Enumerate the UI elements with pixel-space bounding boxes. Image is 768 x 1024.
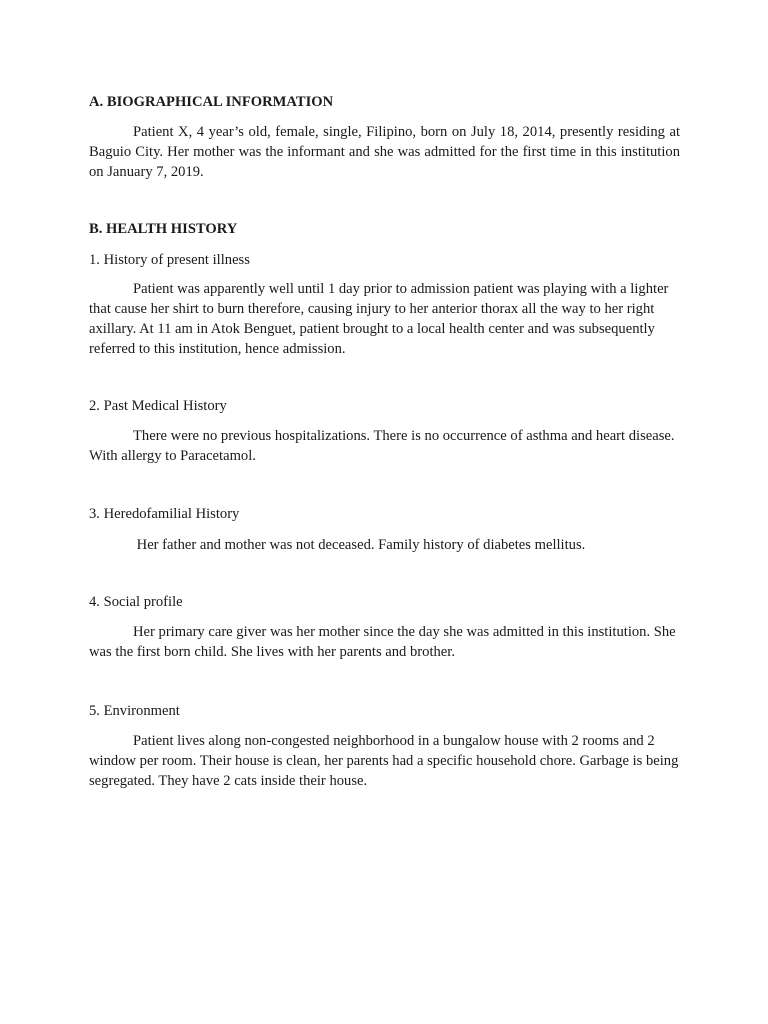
present-illness-paragraph: Patient was apparently well until 1 day prior to admission patient was playing with a lighter that cause her shirt to burn therefore, causing injury to her anterior thorax all the way to her right axillary. At 11 am in Atok Benguet, patient brought to a local health center and was subsequently referred to this institution, hence admission. bbox=[89, 281, 669, 357]
social-profile-paragraph: Her primary care giver was her mother since the day she was admitted in this institution. She was the first born child. She lives with her parents and brother. bbox=[89, 624, 676, 660]
section-a-heading: A. BIOGRAPHICAL INFORMATION bbox=[89, 94, 334, 110]
biographical-paragraph: Patient X, 4 year’s old, female, single, Filipino, born on July 18, 2014, presently residing at Baguio City. Her mother was the informant and she was admitted for the first time in this institution on January 7, 2019. bbox=[89, 124, 680, 180]
environment-heading: 5. Environment bbox=[89, 703, 180, 719]
environment-paragraph: Patient lives along non-congested neighborhood in a bungalow house with 2 rooms and 2 window per room. Their house is clean, her parents had a specific household chore. Garbage is being segregated. They have 2 cats inside their house. bbox=[89, 733, 679, 789]
past-medical-paragraph: There were no previous hospitalizations. There is no occurrence of asthma and heart disease. With allergy to Paracetamol. bbox=[89, 428, 675, 464]
section-b-heading: B. HEALTH HISTORY bbox=[89, 221, 238, 237]
heredofamilial-paragraph: Her father and mother was not deceased. Family history of diabetes mellitus. bbox=[133, 537, 586, 553]
heredofamilial-heading: 3. Heredofamilial History bbox=[89, 506, 240, 522]
document-page bbox=[89, 0, 680, 1024]
social-profile-heading: 4. Social profile bbox=[89, 594, 183, 610]
present-illness-heading: 1. History of present illness bbox=[89, 252, 250, 268]
past-medical-heading: 2. Past Medical History bbox=[89, 398, 227, 414]
